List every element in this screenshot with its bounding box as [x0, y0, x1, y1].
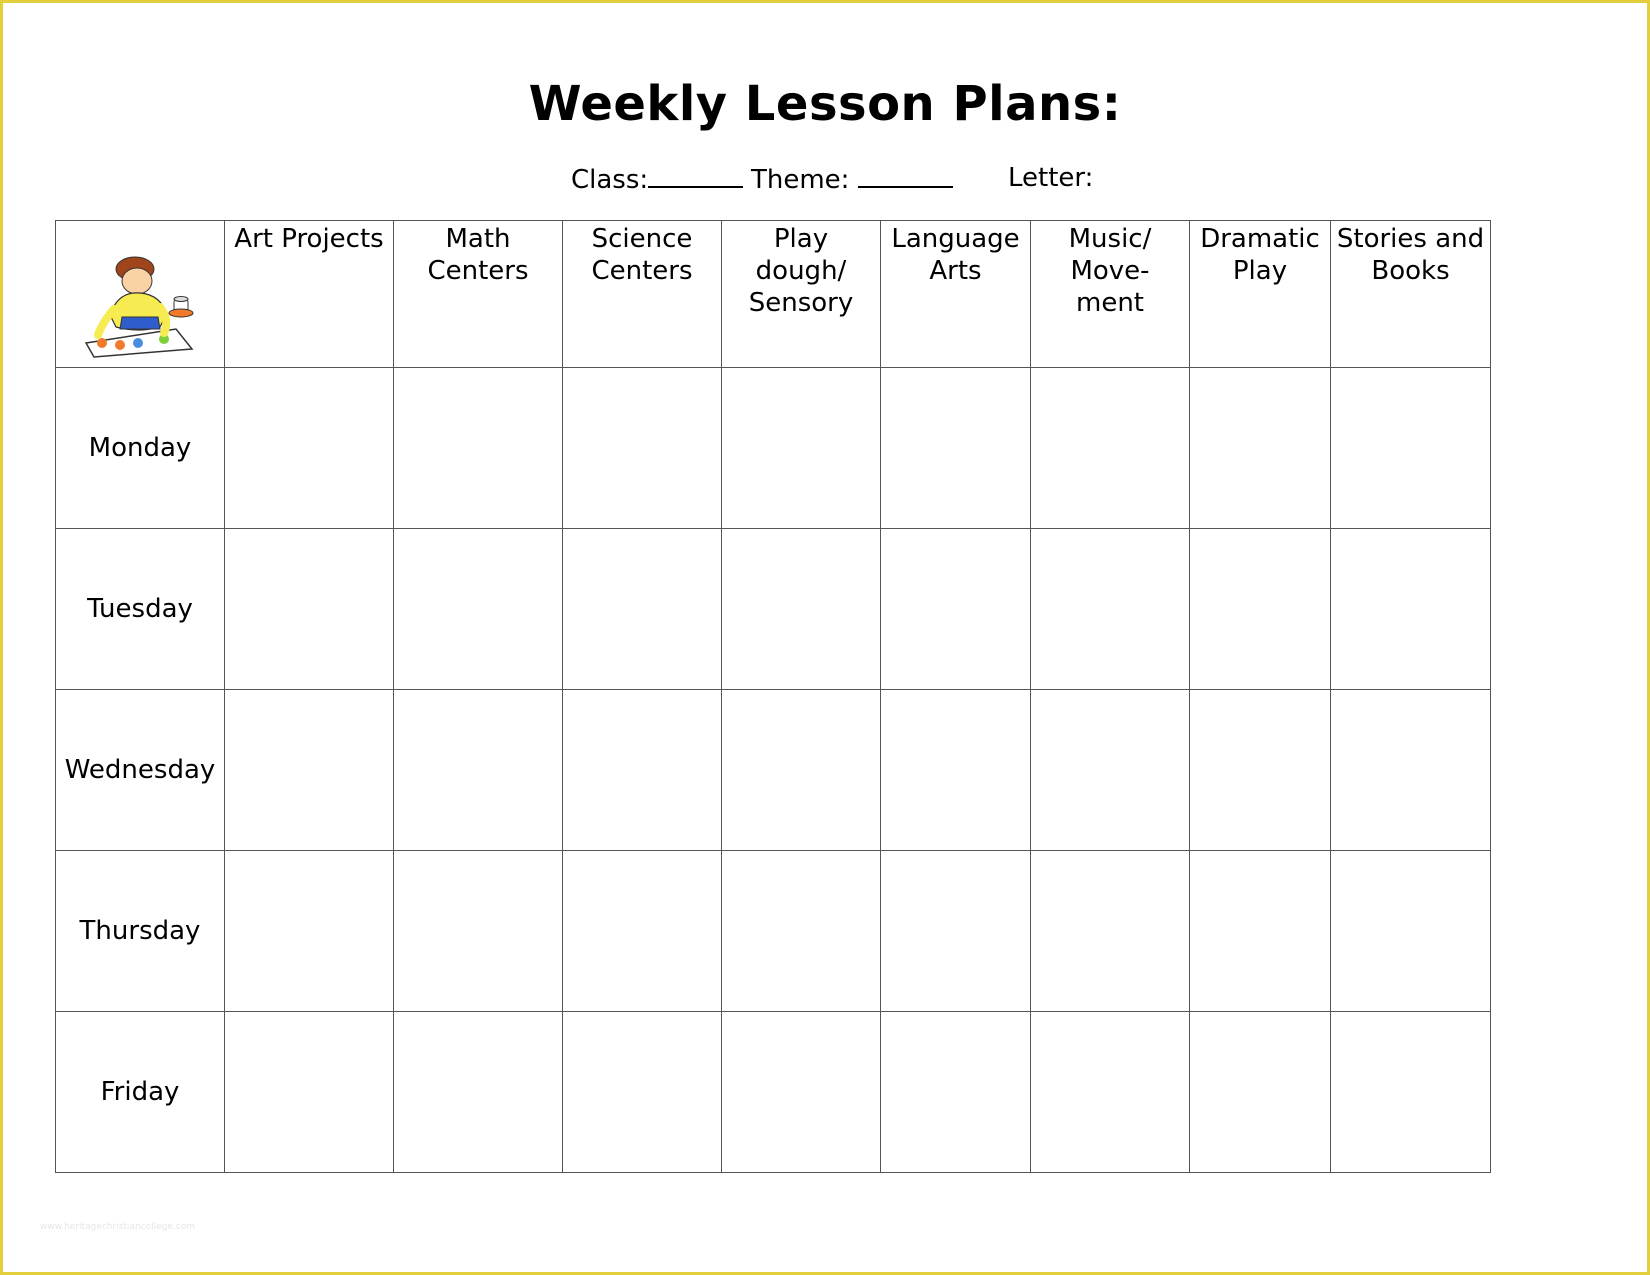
plan-cell[interactable]: [394, 368, 563, 529]
plan-cell[interactable]: [563, 1012, 722, 1173]
plan-cell[interactable]: [722, 529, 881, 690]
plan-cell[interactable]: [722, 690, 881, 851]
plan-cell[interactable]: [1190, 1012, 1331, 1173]
plan-cell[interactable]: [394, 529, 563, 690]
plan-cell[interactable]: [881, 529, 1031, 690]
day-label-thursday: Thursday: [56, 851, 225, 1012]
lesson-plan-table: [55, 220, 1491, 1173]
plan-cell[interactable]: [1031, 690, 1190, 851]
plan-cell[interactable]: [1031, 1012, 1190, 1173]
plan-cell[interactable]: [1031, 851, 1190, 1012]
letter-field: [1008, 162, 1093, 194]
column-header-stories-and-books: Stories and Books: [1331, 221, 1491, 368]
table-row: [56, 851, 1491, 1012]
plan-cell[interactable]: [722, 1012, 881, 1173]
day-label-friday: Friday: [56, 1012, 225, 1173]
plan-cell[interactable]: [722, 851, 881, 1012]
plan-cell[interactable]: [1190, 368, 1331, 529]
column-header-language-arts: Language Arts: [881, 221, 1031, 368]
page-title: Weekly Lesson Plans:: [528, 76, 1122, 132]
plan-cell[interactable]: [225, 851, 394, 1012]
table-row: [56, 529, 1491, 690]
plan-cell[interactable]: [1331, 851, 1491, 1012]
letter-label: Letter:: [1008, 163, 1094, 193]
header-row: [56, 221, 1491, 368]
plan-cell[interactable]: [1190, 851, 1331, 1012]
column-header-science-centers: Science Centers: [563, 221, 722, 368]
plan-cell[interactable]: [881, 1012, 1031, 1173]
plan-cell[interactable]: [1031, 368, 1190, 529]
column-header-math-centers: Math Centers: [394, 221, 563, 368]
plan-cell[interactable]: [225, 1012, 394, 1173]
plan-cell[interactable]: [394, 1012, 563, 1173]
plan-cell[interactable]: [563, 690, 722, 851]
class-field: [571, 162, 743, 196]
table-row: [56, 690, 1491, 851]
plan-cell[interactable]: [722, 368, 881, 529]
table-row: [56, 1012, 1491, 1173]
class-label: Class:: [571, 165, 649, 195]
plan-cell[interactable]: [1331, 368, 1491, 529]
plan-cell[interactable]: [563, 368, 722, 529]
theme-field: [751, 162, 953, 196]
plan-cell[interactable]: [1190, 690, 1331, 851]
plan-cell[interactable]: [1031, 529, 1190, 690]
plan-cell[interactable]: [225, 529, 394, 690]
watermark: www.heritagechristiancollege.com: [40, 1222, 195, 1232]
plan-cell[interactable]: [563, 529, 722, 690]
plan-cell[interactable]: [1331, 529, 1491, 690]
column-header-art-projects: Art Projects: [225, 221, 394, 368]
child-painting-icon: [80, 253, 200, 359]
plan-cell[interactable]: [1331, 690, 1491, 851]
plan-cell[interactable]: [225, 368, 394, 529]
column-header-dramatic-play: Dramatic Play: [1190, 221, 1331, 368]
plan-cell[interactable]: [881, 368, 1031, 529]
plan-cell[interactable]: [563, 851, 722, 1012]
theme-blank[interactable]: [858, 162, 953, 188]
table-row: [56, 368, 1491, 529]
column-header-music-movement: Music/ Move- ment: [1031, 221, 1190, 368]
class-blank[interactable]: [648, 162, 743, 188]
plan-cell[interactable]: [394, 690, 563, 851]
plan-cell[interactable]: [881, 690, 1031, 851]
plan-cell[interactable]: [394, 851, 563, 1012]
plan-cell[interactable]: [881, 851, 1031, 1012]
corner-cell: [56, 221, 225, 368]
theme-label: Theme:: [751, 165, 850, 195]
plan-cell[interactable]: [1331, 1012, 1491, 1173]
column-header-play-dough-sensory: Play dough/ Sensory: [722, 221, 881, 368]
day-label-tuesday: Tuesday: [56, 529, 225, 690]
day-label-monday: Monday: [56, 368, 225, 529]
plan-cell[interactable]: [1190, 529, 1331, 690]
day-label-wednesday: Wednesday: [56, 690, 225, 851]
plan-cell[interactable]: [225, 690, 394, 851]
